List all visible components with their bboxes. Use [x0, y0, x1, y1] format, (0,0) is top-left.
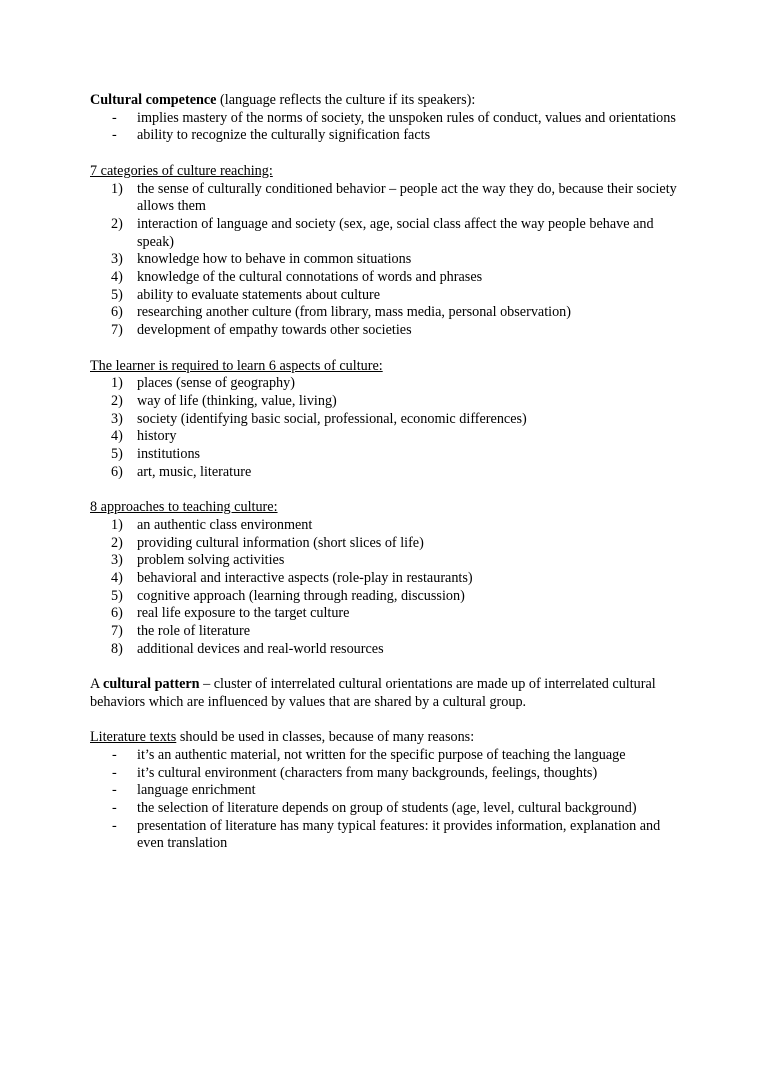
- item-text: institutions: [137, 446, 201, 463]
- item-number: 2): [111, 215, 123, 232]
- item-number: 8): [111, 640, 123, 657]
- item-number: 4): [111, 269, 123, 286]
- cultural-pattern-prefix: A: [90, 676, 104, 693]
- list-item: [90, 287, 680, 305]
- item-number: 1): [111, 375, 123, 392]
- list-item: [90, 428, 680, 446]
- list-item: [90, 375, 680, 393]
- item-number: 3): [111, 552, 123, 569]
- item-number: 7): [111, 623, 123, 640]
- list-item: [90, 605, 680, 623]
- item-text: development of empathy towards other societies: [137, 322, 412, 339]
- literature-texts-paragraph: [90, 729, 680, 747]
- item-text: knowledge how to behave in common situations: [137, 251, 412, 268]
- categories-list: [90, 181, 680, 340]
- item-text: real life exposure to the target culture: [137, 605, 350, 622]
- item-number: 1): [111, 516, 123, 533]
- list-item: [90, 216, 680, 251]
- item-text: art, music, literature: [137, 463, 252, 480]
- cultural-pattern-term: cultural pattern: [103, 676, 200, 693]
- list-item: - language enrichment: [90, 782, 680, 800]
- list-item: [90, 641, 680, 659]
- approaches-heading: 8 approaches to teaching culture:: [90, 499, 278, 516]
- list-item: [90, 181, 680, 216]
- item-text: providing cultural information (short slices of life): [137, 534, 424, 551]
- item-number: 5): [111, 286, 123, 303]
- item-text: interaction of language and society (sex, age, social class affect the way people behave and speak): [137, 215, 654, 250]
- item-number: 3): [111, 251, 123, 268]
- list-item: [90, 535, 680, 553]
- list-item: - ability to recognize the culturally signification facts: [90, 127, 680, 145]
- item-number: 6): [111, 463, 123, 480]
- item-number: 3): [111, 410, 123, 427]
- item-text: the sense of culturally conditioned behavior – people act the way they do, because their society allows them: [137, 180, 677, 215]
- item-number: 2): [111, 534, 123, 551]
- list-item: [90, 322, 680, 340]
- item-number: 2): [111, 392, 123, 409]
- item-text: society (identifying basic social, professional, economic differences): [137, 410, 527, 427]
- list-item: - implies mastery of the norms of society, the unspoken rules of conduct, values and orientations: [90, 110, 680, 128]
- cultural-competence-paragraph: [90, 92, 680, 110]
- list-item: - presentation of literature has many typical features: it provides information, explanation and even translation: [90, 818, 680, 853]
- literature-reasons-list: [90, 747, 680, 853]
- list-item: [90, 517, 680, 535]
- cultural-competence-list: [90, 110, 680, 145]
- cultural-competence-definition: (language reflects the culture if its speakers):: [216, 92, 476, 108]
- list-item: [90, 269, 680, 287]
- item-text: an authentic class environment: [137, 516, 313, 533]
- list-item: - it’s an authentic material, not written for the specific purpose of teaching the language: [90, 747, 680, 765]
- list-item: [90, 411, 680, 429]
- item-text: history: [137, 428, 177, 445]
- item-number: 5): [111, 446, 123, 463]
- cultural-competence-term: Cultural competence: [90, 92, 217, 108]
- item-number: 6): [111, 304, 123, 321]
- item-number: 4): [111, 428, 123, 445]
- item-text: the role of literature: [137, 623, 251, 640]
- item-text: additional devices and real-world resources: [137, 640, 384, 657]
- list-item: - the selection of literature depends on group of students (age, level, cultural background): [90, 800, 680, 818]
- item-text: way of life (thinking, value, living): [137, 392, 337, 409]
- cultural-pattern-definition: – cluster of interrelated cultural orientations are made up of interrelated cultural behaviors which are influenced by values that are shared by a cultural group.: [90, 676, 656, 710]
- item-text: researching another culture (from library, mass media, personal observation): [137, 304, 571, 321]
- list-item: [90, 446, 680, 464]
- document-page: [90, 92, 680, 853]
- list-item: - it’s cultural environment (characters from many backgrounds, feelings, thoughts): [90, 765, 680, 783]
- item-text: problem solving activities: [137, 552, 285, 569]
- item-number: 1): [111, 180, 123, 197]
- literature-texts-term: Literature texts: [90, 729, 177, 746]
- item-text: knowledge of the cultural connotations of words and phrases: [137, 269, 483, 286]
- item-text: places (sense of geography): [137, 375, 295, 392]
- approaches-list: [90, 517, 680, 659]
- categories-heading: 7 categories of culture reaching:: [90, 162, 273, 179]
- aspects-heading: The learner is required to learn 6 aspects of culture:: [90, 357, 383, 374]
- cultural-pattern-paragraph: [90, 676, 680, 711]
- list-item: [90, 251, 680, 269]
- list-item: [90, 588, 680, 606]
- item-number: 7): [111, 322, 123, 339]
- item-text: behavioral and interactive aspects (role-play in restaurants): [137, 569, 473, 586]
- item-number: 6): [111, 605, 123, 622]
- list-item: [90, 304, 680, 322]
- item-number: 4): [111, 569, 123, 586]
- aspects-list: [90, 375, 680, 481]
- literature-texts-intro: should be used in classes, because of many reasons:: [176, 729, 475, 746]
- item-text: ability to evaluate statements about culture: [137, 286, 381, 303]
- list-item: [90, 464, 680, 482]
- list-item: [90, 623, 680, 641]
- list-item: [90, 570, 680, 588]
- list-item: [90, 552, 680, 570]
- item-text: cognitive approach (learning through reading, discussion): [137, 587, 465, 604]
- item-number: 5): [111, 587, 123, 604]
- list-item: [90, 393, 680, 411]
